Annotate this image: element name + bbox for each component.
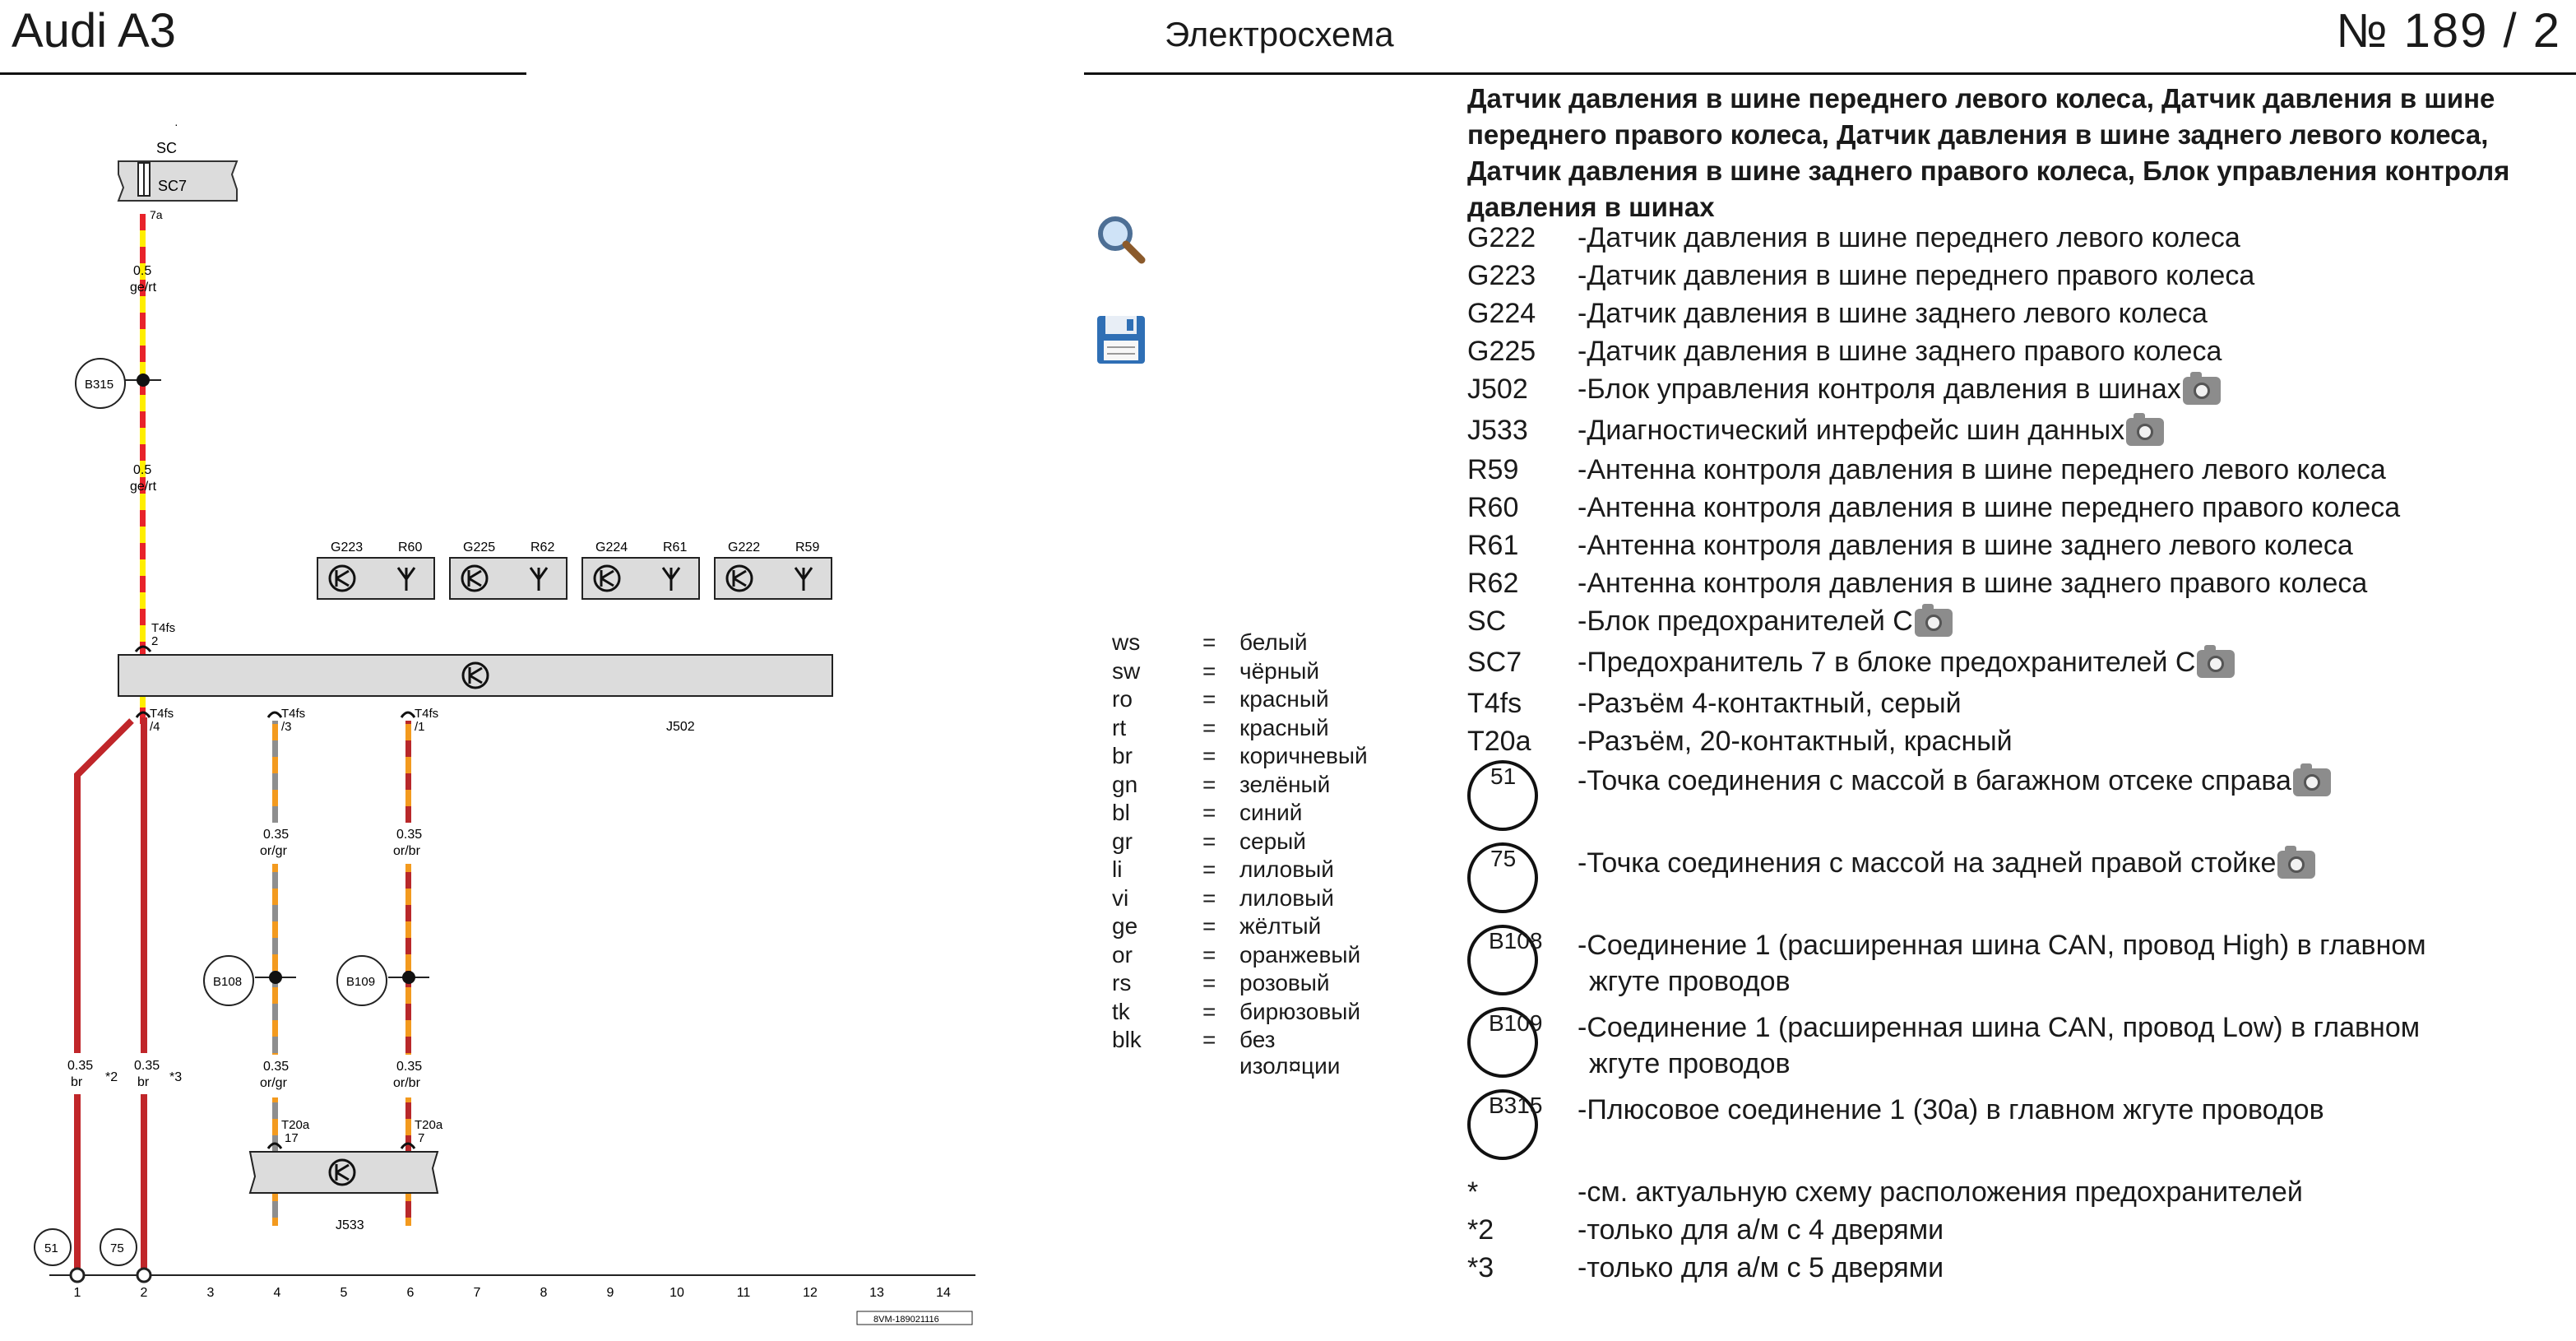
svg-text:14: 14 (936, 1286, 951, 1300)
svg-text:or/gr: or/gr (260, 1076, 287, 1090)
diagram-number: № 189 / 2 (2336, 4, 2561, 58)
svg-text:B109: B109 (346, 975, 376, 989)
wire-br-1 (77, 721, 132, 1275)
camera-icon[interactable] (2126, 418, 2164, 446)
reference-code: 8VM-189021116 (873, 1315, 939, 1325)
connection-point-symbol: B108 (1467, 925, 1538, 995)
wire-size-label: 0.5 (133, 463, 152, 477)
svg-text:or/gr: or/gr (260, 844, 287, 858)
svg-text:10: 10 (669, 1286, 684, 1300)
junction-dot (137, 374, 150, 387)
svg-text:G224: G224 (595, 541, 628, 554)
j533-label: J533 (336, 1218, 364, 1232)
wiring-diagram (0, 99, 1003, 1341)
control-unit-j533 (250, 1152, 438, 1193)
sensor-g224-r61 (582, 541, 699, 599)
svg-text:or/br: or/br (393, 844, 420, 858)
svg-text:3: 3 (206, 1286, 215, 1300)
connection-point-symbol: B315 (1467, 1089, 1538, 1160)
svg-text:T4fs: T4fs (415, 707, 439, 721)
sensor-g222-r59 (715, 541, 832, 599)
svg-text:T20a: T20a (281, 1118, 310, 1132)
fuse-pin: 7a (150, 208, 163, 221)
svg-text:9: 9 (606, 1286, 614, 1300)
ground-point-symbol: 51 (1467, 760, 1538, 831)
header-rule-right (1084, 72, 2576, 75)
sensor-g223-r60 (317, 541, 434, 599)
svg-text:0.35: 0.35 (67, 1059, 94, 1073)
note-mark: *2 (105, 1070, 118, 1084)
svg-text:11: 11 (736, 1286, 751, 1300)
svg-text:or/br: or/br (393, 1076, 420, 1090)
svg-text:/3: /3 (281, 720, 292, 734)
svg-text:T20a: T20a (415, 1118, 443, 1132)
ground-point-symbol: 75 (1467, 842, 1538, 913)
pin-label: T4fs (151, 621, 176, 635)
svg-text:B108: B108 (213, 975, 243, 989)
svg-text:1: 1 (73, 1286, 81, 1300)
svg-text:/1: /1 (415, 720, 425, 734)
column-numbers (74, 1286, 951, 1300)
connection-point-symbol: B109 (1467, 1007, 1538, 1078)
svg-text:G223: G223 (331, 541, 364, 554)
fuse-box-label: SC (156, 140, 178, 156)
svg-text:0.35: 0.35 (396, 1060, 423, 1074)
svg-text:8: 8 (540, 1286, 548, 1300)
svg-text:7: 7 (418, 1131, 425, 1145)
svg-text:/4: /4 (150, 720, 160, 734)
svg-text:·: · (174, 118, 178, 131)
page-header (0, 0, 2576, 76)
wire-color-label: ge/rt (130, 480, 157, 494)
svg-text:4: 4 (273, 1286, 281, 1300)
floppy-disk-icon[interactable] (1094, 313, 1148, 367)
diagram-title: Датчик давления в шине переднего левого колеса, Датчик давления в шине переднего правого колеса, Датчик давления в шине заднего левого колеса, Датчик давления в шине заднего правого колеса, Блок управления контроля давления в шинах (1467, 83, 2510, 222)
svg-text:R59: R59 (795, 541, 820, 554)
svg-text:17: 17 (285, 1131, 299, 1145)
wire-color-label: ge/rt (130, 281, 157, 295)
zoom-button[interactable] (1094, 212, 1148, 271)
header-rule-left (0, 72, 526, 75)
svg-text:0.35: 0.35 (263, 828, 290, 842)
svg-text:T4fs: T4fs (281, 707, 306, 721)
junction-dot (269, 971, 282, 984)
svg-text:6: 6 (406, 1286, 415, 1300)
magnifier-icon[interactable] (1094, 212, 1148, 267)
svg-text:br: br (71, 1075, 83, 1089)
svg-text:13: 13 (869, 1286, 884, 1300)
svg-text:R61: R61 (663, 541, 688, 554)
svg-text:R62: R62 (530, 541, 555, 554)
fuse-label: SC7 (158, 178, 188, 194)
car-model: Audi A3 (12, 4, 176, 58)
svg-text:2: 2 (140, 1286, 148, 1300)
camera-icon[interactable] (2293, 768, 2331, 796)
control-unit-j502 (118, 655, 832, 696)
save-button[interactable] (1094, 313, 1148, 371)
note-mark: *3 (169, 1070, 183, 1084)
svg-text:R60: R60 (398, 541, 423, 554)
j502-label: J502 (666, 720, 695, 734)
svg-text:0.35: 0.35 (134, 1059, 160, 1073)
svg-text:12: 12 (803, 1286, 818, 1300)
svg-text:0.35: 0.35 (396, 828, 423, 842)
page-subtitle: Электросхема (1165, 15, 1394, 53)
svg-text:0.35: 0.35 (263, 1060, 290, 1074)
camera-icon[interactable] (1915, 609, 1953, 637)
junction-dot (402, 971, 415, 984)
svg-text:G222: G222 (728, 541, 761, 554)
svg-text:75: 75 (110, 1241, 124, 1255)
wire-size-label: 0.5 (133, 264, 152, 278)
pin-number: 2 (151, 634, 159, 648)
svg-text:51: 51 (44, 1241, 58, 1255)
svg-text:7: 7 (473, 1286, 481, 1300)
svg-text:T4fs: T4fs (150, 707, 174, 721)
svg-text:br: br (137, 1075, 150, 1089)
svg-text:G225: G225 (463, 541, 496, 554)
camera-icon[interactable] (2277, 851, 2315, 879)
camera-icon[interactable] (2197, 650, 2235, 678)
sensor-g225-r62 (450, 541, 567, 599)
node-b315-label: B315 (85, 378, 114, 392)
camera-icon[interactable] (2183, 377, 2221, 405)
svg-text:5: 5 (340, 1286, 348, 1300)
